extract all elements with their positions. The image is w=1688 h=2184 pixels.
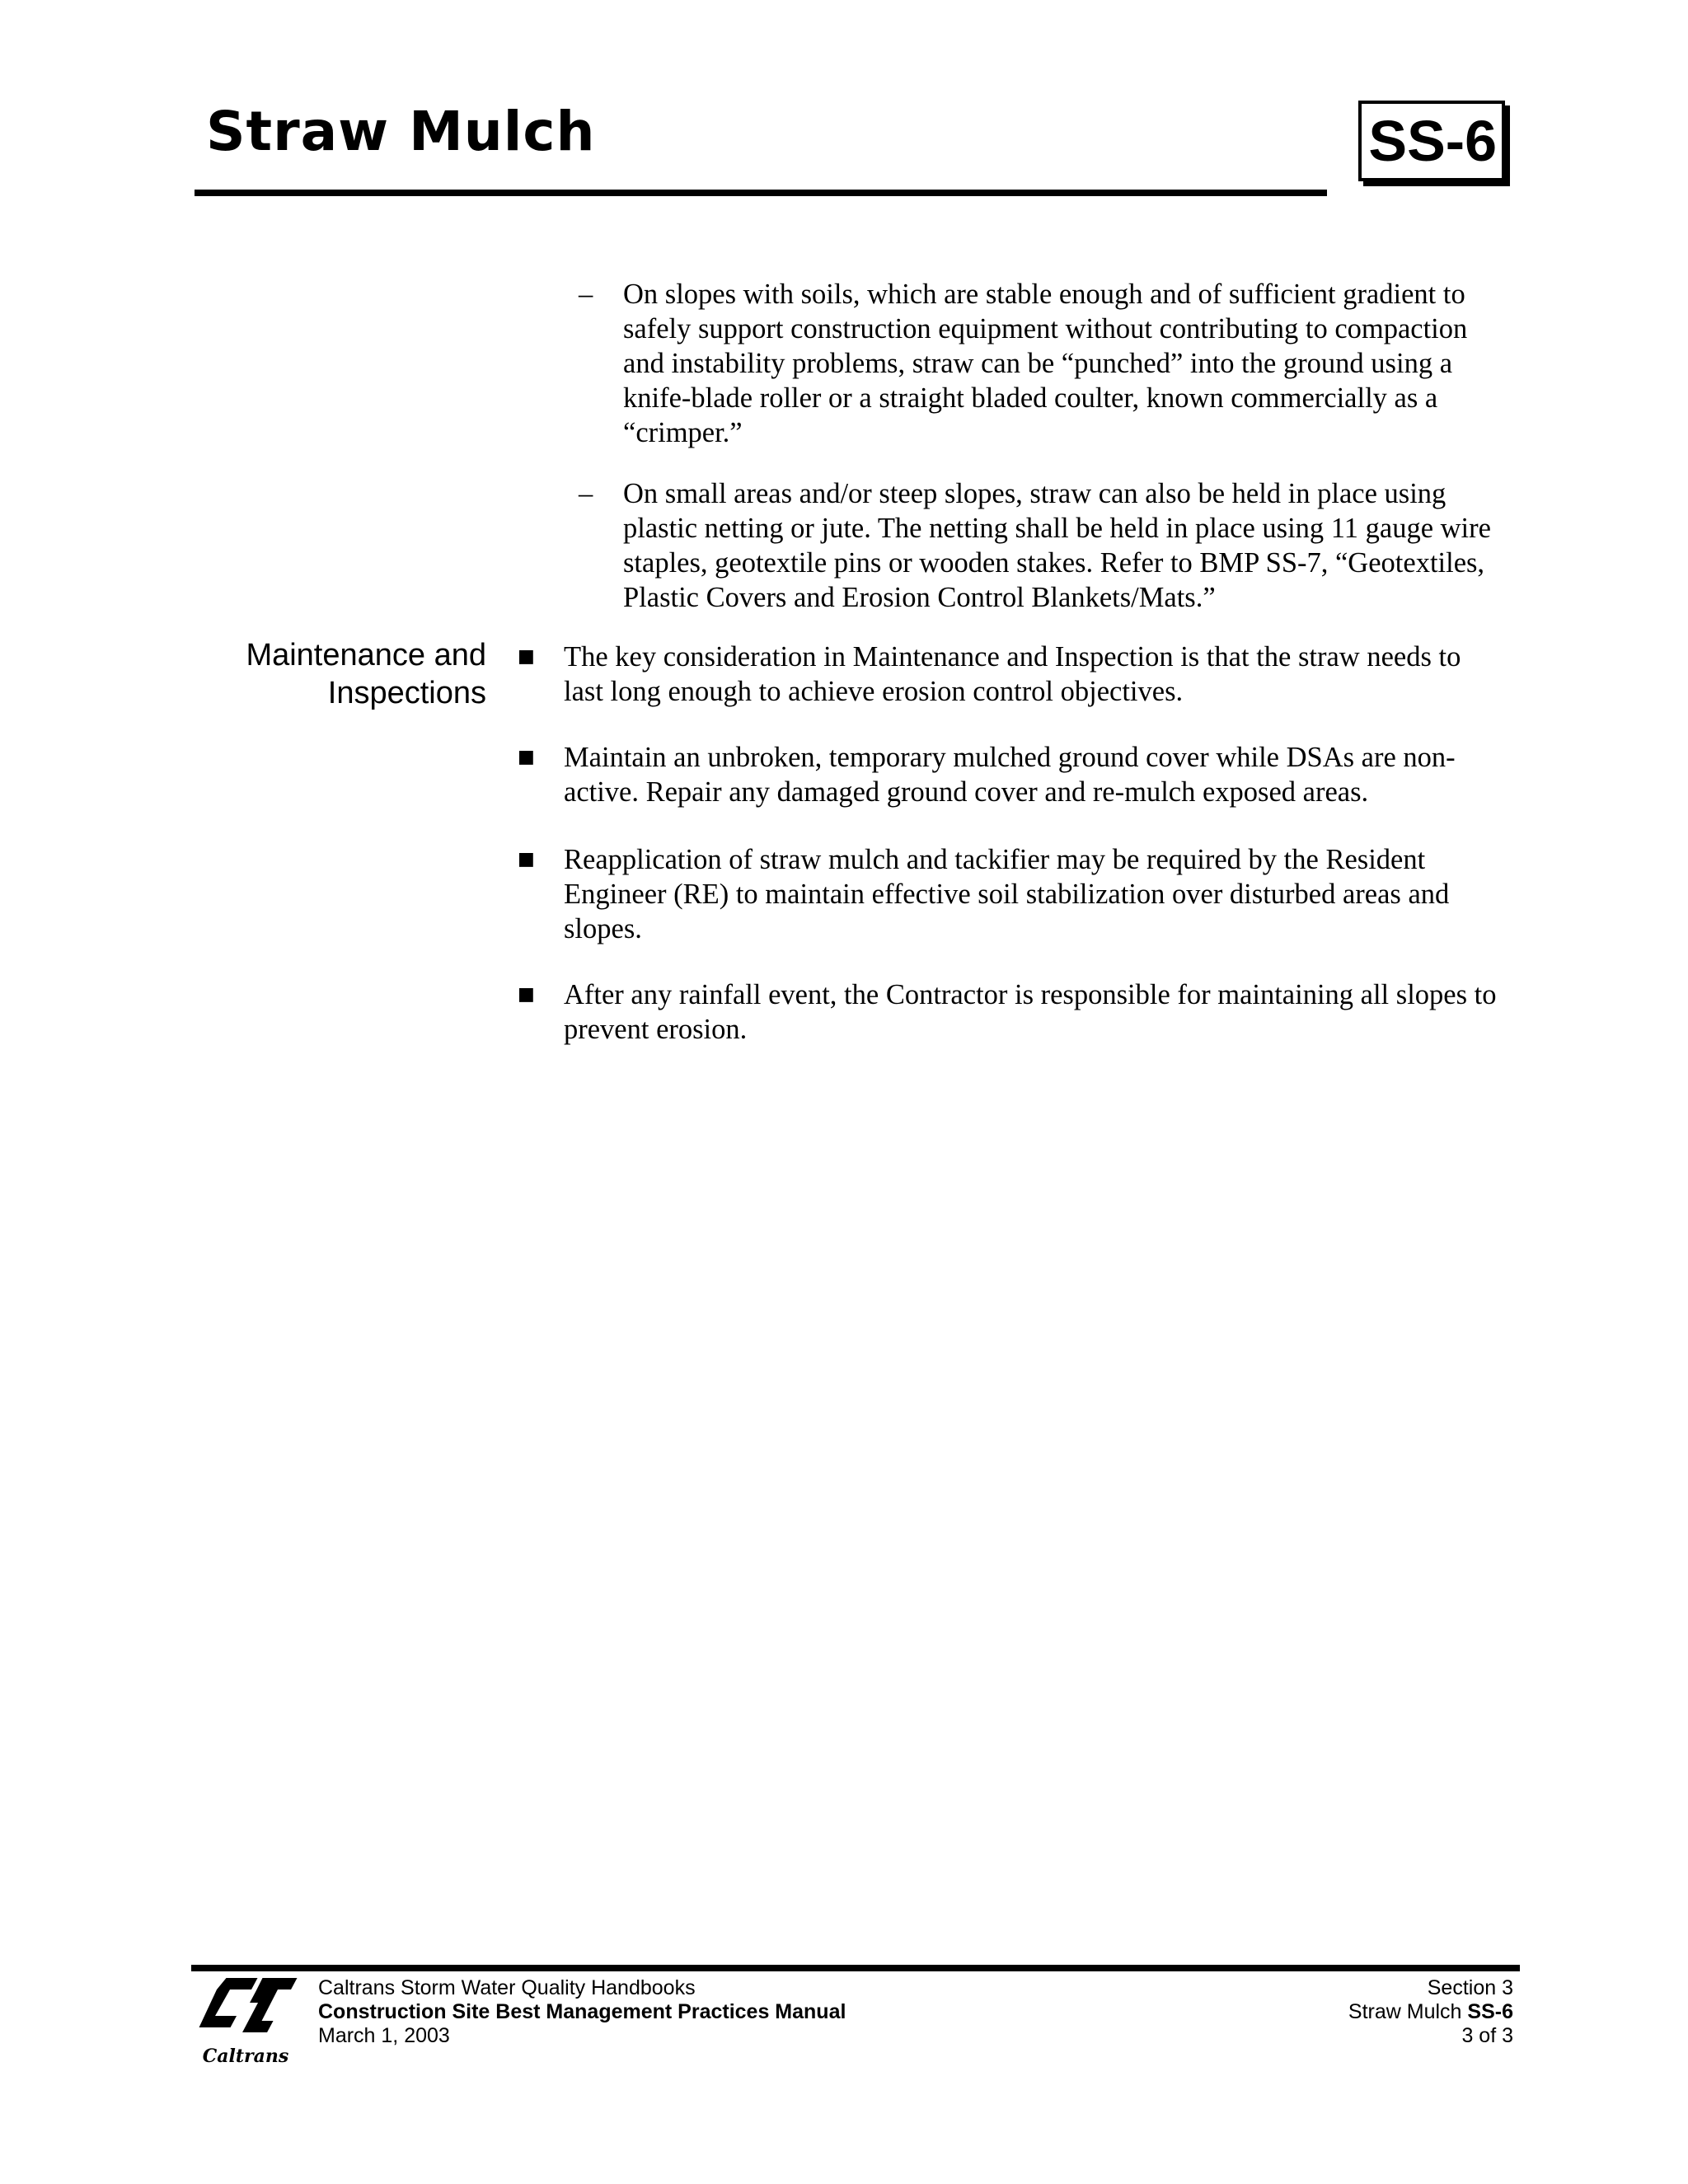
sub-list-item-text: On small areas and/or steep slopes, straw can also be held in place using plastic netting or jute. The netting shall be held in place using 11 gauge wire staples, geotextile pins or wooden stakes. Refer to BMP SS-7, “Geotextiles, Plastic Covers and Erosion Control Blankets/Mats.” — [623, 478, 1491, 613]
list-item-text: Reapplication of straw mulch and tackifier may be required by the Resident Engineer (RE) to maintain effective soil stabilization over disturbed areas and slopes. — [564, 844, 1450, 944]
footer-date: March 1, 2003 — [318, 2024, 450, 2047]
list-item — [518, 640, 1507, 709]
footer-topic-code: SS-6 — [1467, 2000, 1513, 2023]
footer-page-number: 3 of 3 — [1461, 2024, 1513, 2047]
list-item-text: Maintain an unbroken, temporary mulched ground cover while DSAs are non-active. Repair any damaged ground cover and re-mulch exposed areas. — [564, 742, 1456, 808]
footer-page-info — [1348, 1976, 1513, 2048]
header-rule — [195, 190, 1327, 196]
square-bullet-icon: ■ — [518, 747, 535, 767]
square-bullet-icon: ■ — [518, 849, 535, 869]
page-title: Straw Mulch — [206, 100, 596, 163]
square-bullet-icon: ■ — [518, 646, 535, 667]
caltrans-logo-text: Caltrans — [202, 2046, 289, 2067]
footer-manual-title: Construction Site Best Management Practices Manual — [318, 2000, 846, 2023]
footer-publication-info — [318, 1976, 846, 2048]
sub-list-item — [579, 277, 1502, 450]
list-item — [518, 740, 1507, 809]
footer-section: Section 3 — [1427, 1976, 1513, 1999]
dash-marker: – — [579, 478, 593, 509]
footer-rule — [191, 1965, 1520, 1971]
sub-list-item — [579, 476, 1502, 615]
caltrans-logo — [195, 1973, 302, 2069]
list-item — [518, 842, 1507, 946]
dash-marker: – — [579, 279, 593, 310]
footer-handbook-title: Caltrans Storm Water Quality Handbooks — [318, 1976, 696, 1999]
footer-topic: Straw Mulch — [1348, 2000, 1462, 2023]
list-item-text: After any rainfall event, the Contractor is responsible for maintaining all slopes to prevent erosion. — [564, 979, 1497, 1045]
sub-list-item-text: On slopes with soils, which are stable enough and of sufficient gradient to safely support construction equipment without contributing to compaction and instability problems, straw can be “punched” into the ground using a knife-blade roller or a straight bladed coulter, known commercially as a “crimper.” — [623, 279, 1468, 448]
list-item-text: The key consideration in Maintenance and Inspection is that the straw needs to last long enough to achieve erosion control objectives. — [564, 641, 1461, 707]
square-bullet-icon: ■ — [518, 984, 535, 1005]
section-heading — [181, 636, 486, 712]
bmp-code-badge: SS-6 — [1358, 101, 1505, 181]
list-item — [518, 977, 1507, 1047]
footer-topic-line — [1348, 2000, 1513, 2024]
section-heading-line: Inspections — [327, 676, 486, 710]
section-heading-line: Maintenance and — [246, 638, 486, 673]
